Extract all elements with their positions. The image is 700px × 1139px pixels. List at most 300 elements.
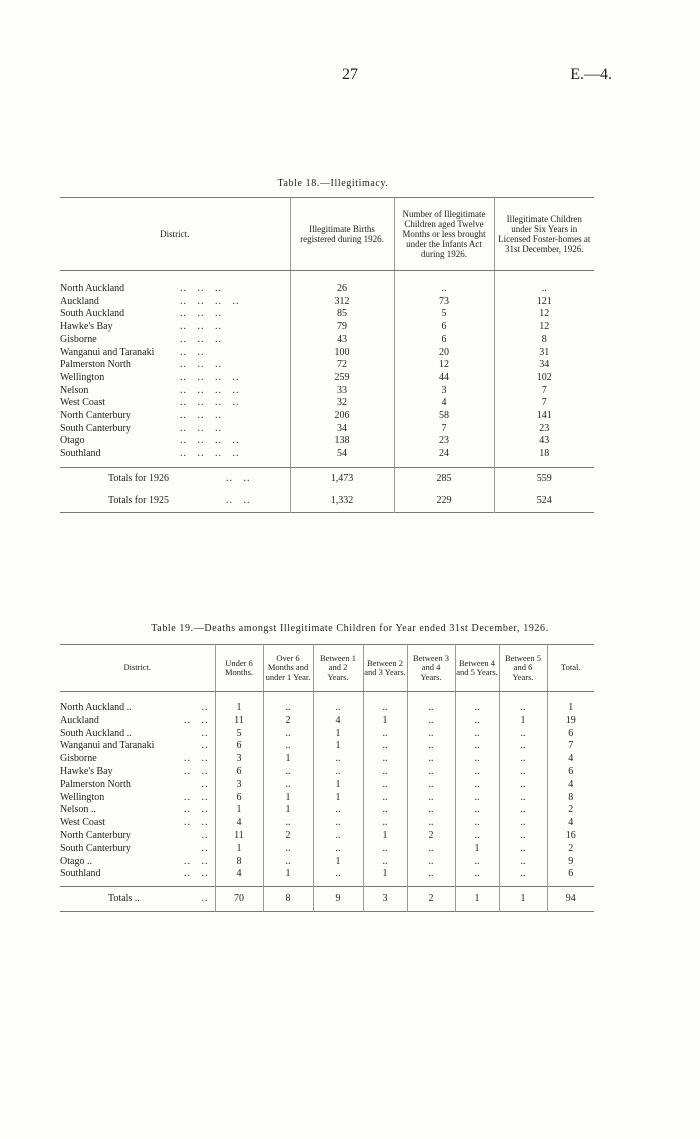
6-to-12-months-cell: 1 xyxy=(263,868,313,881)
table-row xyxy=(60,740,594,753)
district-cell xyxy=(60,308,290,321)
5-6-years-cell: .. xyxy=(499,856,547,869)
infants-act-cell: 6 xyxy=(394,334,494,347)
district-cell xyxy=(60,372,290,385)
6-to-12-months-cell: .. xyxy=(263,779,313,792)
table-19-title: Table 19.—Deaths amongst Illegitimate Children for Year ended 31st December, 1926. xyxy=(151,623,549,634)
2-3-years-cell: .. xyxy=(363,740,407,753)
6-to-12-months-cell: 1 xyxy=(263,753,313,766)
district-cell xyxy=(60,296,290,309)
5-6-years-cell: .. xyxy=(499,728,547,741)
table-row xyxy=(60,830,594,843)
foster-homes-cell: 7 xyxy=(494,397,594,410)
5-6-years-cell: 1 xyxy=(499,715,547,728)
births-cell: 34 xyxy=(290,423,394,436)
t19-totals xyxy=(60,887,594,912)
births-cell: 79 xyxy=(290,321,394,334)
4-5-years-cell: .. xyxy=(455,830,499,843)
infants-act-total-cell: 285 xyxy=(394,467,494,490)
table-row xyxy=(60,372,594,385)
leader-dots: .. .. .. .. xyxy=(180,435,240,447)
leader-dots: .. .. xyxy=(180,346,205,358)
4-5-years-cell: .. xyxy=(455,779,499,792)
infants-act-cell: 24 xyxy=(394,448,494,461)
table-row xyxy=(60,766,594,779)
5-6-years-cell: .. xyxy=(499,830,547,843)
births-cell: 33 xyxy=(290,385,394,398)
table-row xyxy=(60,715,594,728)
3-4-years-cell: .. xyxy=(407,753,455,766)
t19-header-under-6-months: Under 6 Months. xyxy=(215,645,263,692)
3-4-years-cell: .. xyxy=(407,856,455,869)
births-total-cell: 1,473 xyxy=(290,467,394,490)
2-3-years-cell: .. xyxy=(363,702,407,715)
6-to-12-months-cell: 1 xyxy=(263,804,313,817)
district-name: South Auckland xyxy=(60,308,125,320)
grand-total-cell: 94 xyxy=(547,887,594,912)
2-3-years-cell: .. xyxy=(363,728,407,741)
leader-dots: .. .. .. .. xyxy=(180,397,240,409)
4-5-years-cell: 1 xyxy=(455,843,499,856)
leader-dots: .. .. .. xyxy=(180,333,222,345)
6-to-12-months-cell: .. xyxy=(263,728,313,741)
district-cell xyxy=(60,321,290,334)
1-2-years-cell: .. xyxy=(313,843,363,856)
district-name: North Canterbury xyxy=(60,410,131,422)
under-6-months-cell: 6 xyxy=(215,740,263,753)
1-2-years-cell: 1 xyxy=(313,728,363,741)
4-5-years-total-cell: 1 xyxy=(455,887,499,912)
district-cell xyxy=(60,728,215,741)
table-row xyxy=(60,385,594,398)
district-name: Wellington xyxy=(60,791,105,803)
leader-dots: .. .. .. xyxy=(180,283,222,294)
under-6-months-cell: 3 xyxy=(215,779,263,792)
leader-dots: .. .. xyxy=(226,494,251,506)
2-3-years-cell: .. xyxy=(363,766,407,779)
totals-row xyxy=(60,490,594,513)
infants-act-cell: 12 xyxy=(394,359,494,372)
leader-dots: .. xyxy=(201,702,209,713)
leader-dots: .. .. xyxy=(184,855,209,867)
infants-act-cell: 73 xyxy=(394,296,494,309)
district-cell xyxy=(60,435,290,448)
foster-homes-cell: 31 xyxy=(494,347,594,360)
table-row xyxy=(60,817,594,830)
district-name: Hawke's Bay xyxy=(60,765,113,777)
infants-act-total-cell: 229 xyxy=(394,490,494,513)
district-cell xyxy=(60,359,290,372)
under-6-months-cell: 6 xyxy=(215,766,263,779)
leader-dots: .. .. .. xyxy=(180,308,222,320)
district-name: Auckland xyxy=(60,295,99,307)
leader-dots: .. xyxy=(201,893,209,905)
district-name: Palmerston North xyxy=(60,359,131,371)
leader-dots: .. .. xyxy=(184,791,209,803)
district-name: Wellington xyxy=(60,371,105,383)
table-row xyxy=(60,779,594,792)
3-4-years-cell: 2 xyxy=(407,830,455,843)
3-4-years-cell: .. xyxy=(407,702,455,715)
under-6-months-cell: 5 xyxy=(215,728,263,741)
leader-dots: .. .. .. xyxy=(180,321,222,333)
district-name: North Auckland .. xyxy=(60,702,132,713)
district-name: North Auckland xyxy=(60,283,125,294)
under-6-months-cell: 11 xyxy=(215,830,263,843)
district-name: Southland xyxy=(60,448,101,460)
totals-label-cell xyxy=(60,490,290,513)
births-total-cell: 1,332 xyxy=(290,490,394,513)
5-6-years-total-cell: 1 xyxy=(499,887,547,912)
foster-homes-total-cell: 524 xyxy=(494,490,594,513)
2-3-years-cell: .. xyxy=(363,856,407,869)
district-name: Southland xyxy=(60,868,101,880)
t19-header-1-2-years: Between 1 and 2 Years. xyxy=(313,645,363,692)
3-4-years-total-cell: 2 xyxy=(407,887,455,912)
total-cell: 4 xyxy=(547,817,594,830)
district-cell xyxy=(60,753,215,766)
foster-homes-cell: 12 xyxy=(494,308,594,321)
district-cell xyxy=(60,792,215,805)
leader-dots: .. .. xyxy=(184,753,209,765)
t18-header-infants-act: Number of Illegitimate Children aged Twelve Months or less brought under the Infants Act during 1926. xyxy=(394,198,494,271)
total-cell: 6 xyxy=(547,728,594,741)
t19-header-district: District. xyxy=(60,645,215,692)
3-4-years-cell: .. xyxy=(407,715,455,728)
5-6-years-cell: .. xyxy=(499,804,547,817)
births-cell: 26 xyxy=(290,283,394,296)
total-cell: 2 xyxy=(547,804,594,817)
district-name: Auckland xyxy=(60,714,99,726)
births-cell: 72 xyxy=(290,359,394,372)
t19-header-5-6-years: Between 5 and 6 Years. xyxy=(499,645,547,692)
table-row xyxy=(60,868,594,881)
district-cell xyxy=(60,385,290,398)
table-18-title: Table 18.—Illegitimacy. xyxy=(277,178,389,189)
2-3-years-cell: .. xyxy=(363,779,407,792)
page-number: 27 xyxy=(342,66,358,83)
district-cell xyxy=(60,843,215,856)
infants-act-cell: 3 xyxy=(394,385,494,398)
district-cell xyxy=(60,740,215,753)
5-6-years-cell: .. xyxy=(499,817,547,830)
4-5-years-cell: .. xyxy=(455,753,499,766)
total-cell: 16 xyxy=(547,830,594,843)
district-name: South Canterbury xyxy=(60,842,131,854)
district-cell xyxy=(60,715,215,728)
2-3-years-cell: .. xyxy=(363,804,407,817)
foster-homes-cell: 8 xyxy=(494,334,594,347)
1-2-years-cell: 1 xyxy=(313,792,363,805)
5-6-years-cell: .. xyxy=(499,779,547,792)
totals-row xyxy=(60,887,594,912)
infants-act-cell: 44 xyxy=(394,372,494,385)
1-2-years-cell: .. xyxy=(313,817,363,830)
1-2-years-cell: .. xyxy=(313,702,363,715)
district-cell xyxy=(60,283,290,296)
leader-dots: .. .. xyxy=(226,472,251,484)
table-row xyxy=(60,347,594,360)
births-cell: 85 xyxy=(290,308,394,321)
district-name: Palmerston North xyxy=(60,778,131,790)
under-6-months-cell: 1 xyxy=(215,843,263,856)
table-row xyxy=(60,321,594,334)
leader-dots: .. .. xyxy=(184,868,209,880)
under-6-months-cell: 4 xyxy=(215,868,263,881)
infants-act-cell: 20 xyxy=(394,347,494,360)
3-4-years-cell: .. xyxy=(407,792,455,805)
births-cell: 32 xyxy=(290,397,394,410)
4-5-years-cell: .. xyxy=(455,702,499,715)
totals-label: Totals .. xyxy=(108,893,140,905)
2-3-years-cell: .. xyxy=(363,817,407,830)
4-5-years-cell: .. xyxy=(455,792,499,805)
t19-header-6-to-12-months: Over 6 Months and under 1 Year. xyxy=(263,645,313,692)
total-cell: 19 xyxy=(547,715,594,728)
3-4-years-cell: .. xyxy=(407,868,455,881)
leader-dots: .. .. xyxy=(184,817,209,829)
4-5-years-cell: .. xyxy=(455,740,499,753)
district-name: North Canterbury xyxy=(60,829,131,841)
table-row xyxy=(60,753,594,766)
table-row xyxy=(60,397,594,410)
leader-dots: .. xyxy=(201,842,209,854)
totals-row xyxy=(60,467,594,490)
t18-totals xyxy=(60,467,594,512)
t19-header-total: Total. xyxy=(547,645,594,692)
district-cell xyxy=(60,868,215,881)
infants-act-cell: 58 xyxy=(394,410,494,423)
6-to-12-months-total-cell: 8 xyxy=(263,887,313,912)
district-name: Otago .. xyxy=(60,855,92,867)
leader-dots: .. xyxy=(201,740,209,752)
infants-act-cell: 23 xyxy=(394,435,494,448)
infants-act-cell: 7 xyxy=(394,423,494,436)
leader-dots: .. .. xyxy=(184,714,209,726)
1-2-years-cell: .. xyxy=(313,804,363,817)
t18-header-births: Illegitimate Births registered during 1926. xyxy=(290,198,394,271)
foster-homes-cell: 12 xyxy=(494,321,594,334)
1-2-years-cell: 1 xyxy=(313,740,363,753)
under-6-months-cell: 6 xyxy=(215,792,263,805)
table-row xyxy=(60,843,594,856)
leader-dots: .. xyxy=(201,727,209,739)
under-6-months-cell: 1 xyxy=(215,702,263,715)
table-row xyxy=(60,856,594,869)
table-row xyxy=(60,334,594,347)
leader-dots: .. .. .. xyxy=(180,422,222,434)
leader-dots: .. .. .. .. xyxy=(180,371,240,383)
total-cell: 8 xyxy=(547,792,594,805)
t18-header-district: District. xyxy=(60,198,290,271)
6-to-12-months-cell: 1 xyxy=(263,792,313,805)
leader-dots: .. .. .. xyxy=(180,410,222,422)
district-cell xyxy=(60,410,290,423)
district-name: Nelson .. xyxy=(60,804,96,816)
5-6-years-cell: .. xyxy=(499,843,547,856)
foster-homes-cell: 18 xyxy=(494,448,594,461)
2-3-years-cell: 1 xyxy=(363,868,407,881)
foster-homes-cell: 43 xyxy=(494,435,594,448)
infants-act-cell: 6 xyxy=(394,321,494,334)
1-2-years-cell: .. xyxy=(313,868,363,881)
totals-label: Totals for 1925 xyxy=(108,494,169,506)
4-5-years-cell: .. xyxy=(455,766,499,779)
2-3-years-cell: .. xyxy=(363,843,407,856)
t19-body xyxy=(60,702,594,881)
district-cell xyxy=(60,830,215,843)
4-5-years-cell: .. xyxy=(455,728,499,741)
1-2-years-cell: 1 xyxy=(313,856,363,869)
1-2-years-cell: 4 xyxy=(313,715,363,728)
3-4-years-cell: .. xyxy=(407,728,455,741)
table-row xyxy=(60,804,594,817)
under-6-months-cell: 11 xyxy=(215,715,263,728)
totals-label: Totals for 1926 xyxy=(108,472,169,484)
1-2-years-total-cell: 9 xyxy=(313,887,363,912)
leader-dots: .. .. xyxy=(184,804,209,816)
leader-dots: .. .. .. xyxy=(180,359,222,371)
5-6-years-cell: .. xyxy=(499,753,547,766)
total-cell: 2 xyxy=(547,843,594,856)
2-3-years-total-cell: 3 xyxy=(363,887,407,912)
table-row xyxy=(60,283,594,296)
3-4-years-cell: .. xyxy=(407,817,455,830)
district-cell xyxy=(60,347,290,360)
6-to-12-months-cell: .. xyxy=(263,740,313,753)
district-cell xyxy=(60,766,215,779)
district-cell xyxy=(60,334,290,347)
district-name: Otago xyxy=(60,435,85,447)
6-to-12-months-cell: .. xyxy=(263,856,313,869)
6-to-12-months-cell: .. xyxy=(263,817,313,830)
foster-homes-cell: .. xyxy=(494,283,594,296)
3-4-years-cell: .. xyxy=(407,804,455,817)
district-name: Nelson xyxy=(60,384,89,396)
under-6-months-total-cell: 70 xyxy=(215,887,263,912)
total-cell: 1 xyxy=(547,702,594,715)
table-row xyxy=(60,435,594,448)
district-name: Wanganui and Taranaki xyxy=(60,740,155,752)
foster-homes-cell: 23 xyxy=(494,423,594,436)
foster-homes-cell: 141 xyxy=(494,410,594,423)
totals-label-cell xyxy=(60,887,215,912)
under-6-months-cell: 1 xyxy=(215,804,263,817)
district-name: Wanganui and Taranaki xyxy=(60,346,155,358)
births-cell: 54 xyxy=(290,448,394,461)
table-row xyxy=(60,702,594,715)
table-19 xyxy=(60,644,594,912)
t18-body xyxy=(60,283,594,461)
t19-header-3-4-years: Between 3 and 4 Years. xyxy=(407,645,455,692)
infants-act-cell: .. xyxy=(394,283,494,296)
total-cell: 9 xyxy=(547,856,594,869)
4-5-years-cell: .. xyxy=(455,804,499,817)
total-cell: 4 xyxy=(547,779,594,792)
district-name: West Coast xyxy=(60,817,106,829)
table-row xyxy=(60,423,594,436)
4-5-years-cell: .. xyxy=(455,817,499,830)
table-row xyxy=(60,448,594,461)
leader-dots: .. xyxy=(201,829,209,841)
t18-header-foster-homes: Illegitimate Children under Six Years in Licensed Foster-homes at 31st December, 1926. xyxy=(494,198,594,271)
leader-dots: .. .. xyxy=(184,765,209,777)
table-row xyxy=(60,296,594,309)
under-6-months-cell: 4 xyxy=(215,817,263,830)
leader-dots: .. xyxy=(201,778,209,790)
leader-dots: .. .. .. .. xyxy=(180,384,240,396)
total-cell: 6 xyxy=(547,868,594,881)
5-6-years-cell: .. xyxy=(499,740,547,753)
table-row xyxy=(60,792,594,805)
4-5-years-cell: .. xyxy=(455,868,499,881)
foster-homes-cell: 34 xyxy=(494,359,594,372)
district-cell xyxy=(60,702,215,715)
district-cell xyxy=(60,397,290,410)
6-to-12-months-cell: .. xyxy=(263,843,313,856)
infants-act-cell: 5 xyxy=(394,308,494,321)
1-2-years-cell: 1 xyxy=(313,779,363,792)
leader-dots: .. .. .. .. xyxy=(180,295,240,307)
document-reference: E.—4. xyxy=(570,66,612,83)
district-name: West Coast xyxy=(60,397,106,409)
leader-dots: .. .. .. .. xyxy=(180,448,240,460)
3-4-years-cell: .. xyxy=(407,740,455,753)
foster-homes-cell: 121 xyxy=(494,296,594,309)
births-cell: 100 xyxy=(290,347,394,360)
district-cell xyxy=(60,856,215,869)
5-6-years-cell: .. xyxy=(499,702,547,715)
births-cell: 138 xyxy=(290,435,394,448)
total-cell: 7 xyxy=(547,740,594,753)
table-row xyxy=(60,728,594,741)
births-cell: 43 xyxy=(290,334,394,347)
district-cell xyxy=(60,817,215,830)
district-name: Gisborne xyxy=(60,333,97,345)
foster-homes-cell: 7 xyxy=(494,385,594,398)
foster-homes-cell: 102 xyxy=(494,372,594,385)
infants-act-cell: 4 xyxy=(394,397,494,410)
1-2-years-cell: .. xyxy=(313,766,363,779)
table-row xyxy=(60,410,594,423)
under-6-months-cell: 3 xyxy=(215,753,263,766)
5-6-years-cell: .. xyxy=(499,868,547,881)
totals-label-cell xyxy=(60,467,290,490)
under-6-months-cell: 8 xyxy=(215,856,263,869)
district-cell xyxy=(60,448,290,461)
district-name: South Auckland .. xyxy=(60,727,132,739)
births-cell: 312 xyxy=(290,296,394,309)
3-4-years-cell: .. xyxy=(407,766,455,779)
district-cell xyxy=(60,779,215,792)
2-3-years-cell: .. xyxy=(363,792,407,805)
births-cell: 259 xyxy=(290,372,394,385)
4-5-years-cell: .. xyxy=(455,715,499,728)
total-cell: 6 xyxy=(547,766,594,779)
district-cell xyxy=(60,423,290,436)
district-name: Gisborne xyxy=(60,753,97,765)
5-6-years-cell: .. xyxy=(499,766,547,779)
t19-header-4-5-years: Between 4 and 5 Years. xyxy=(455,645,499,692)
total-cell: 4 xyxy=(547,753,594,766)
district-name: South Canterbury xyxy=(60,422,131,434)
3-4-years-cell: .. xyxy=(407,779,455,792)
6-to-12-months-cell: 2 xyxy=(263,715,313,728)
table-row xyxy=(60,359,594,372)
2-3-years-cell: 1 xyxy=(363,715,407,728)
foster-homes-total-cell: 559 xyxy=(494,467,594,490)
2-3-years-cell: .. xyxy=(363,753,407,766)
